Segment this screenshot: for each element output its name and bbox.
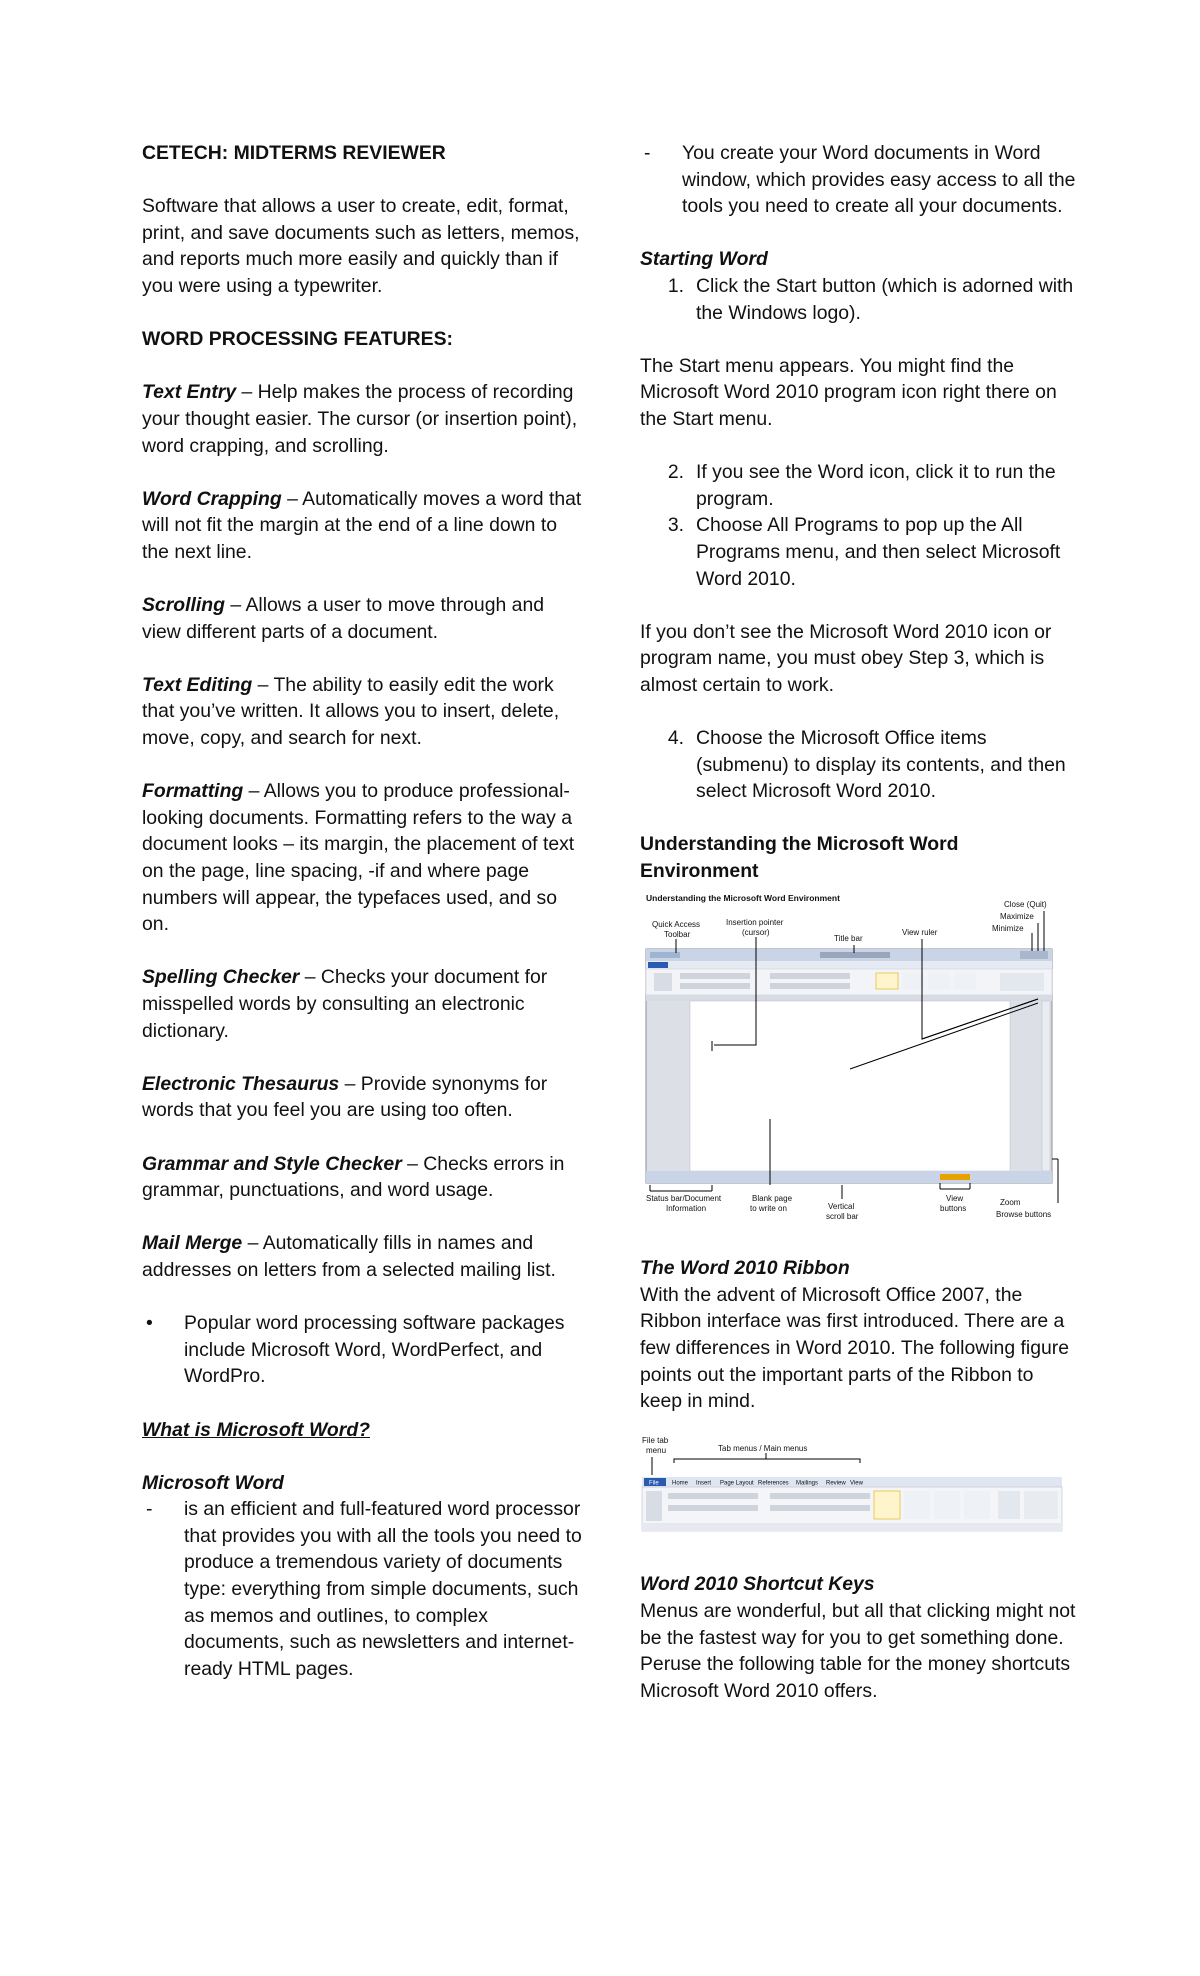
definition-text: is an efficient and full-featured word processor that provides you with all the tools you need to produce a tremendous variety of documents type: everything from simple documents, such as memos and outlines, to complex documents, such as newsletters and internet-ready HTML pages. <box>184 1498 582 1680</box>
feature-scrolling: Scrolling – Allows a user to move through and view different parts of a document. <box>142 594 545 643</box>
step-3: 3. Choose All Programs to pop up the All Programs menu, and then select Microsoft Word 2010. <box>667 514 1061 590</box>
svg-text:scroll bar: scroll bar <box>826 1211 859 1221</box>
dash-marker: - <box>146 1498 153 1521</box>
svg-text:Tab menus / Main menus: Tab menus / Main menus <box>718 1443 808 1453</box>
svg-text:Home: Home <box>672 1480 689 1487</box>
svg-text:File: File <box>649 1480 659 1487</box>
svg-text:Information: Information <box>666 1203 707 1213</box>
shortcut-heading: Word 2010 Shortcut Keys <box>640 1573 875 1596</box>
svg-text:Page Layout: Page Layout <box>720 1480 754 1487</box>
svg-text:View: View <box>946 1193 964 1203</box>
starting-word-heading: Starting Word <box>640 248 768 271</box>
svg-text:Title bar: Title bar <box>834 933 863 943</box>
left-column <box>142 140 582 1682</box>
document-title: CETECH: MIDTERMS REVIEWER <box>142 142 446 164</box>
svg-text:Vertical: Vertical <box>828 1201 855 1211</box>
popular-software-bullet <box>142 1310 582 1390</box>
svg-text:Mailings: Mailings <box>796 1480 819 1487</box>
svg-text:Close (Quit): Close (Quit) <box>1004 899 1047 909</box>
bullet-text: Popular word processing software packages include Microsoft Word, WordPerfect, and WordPro. <box>184 1312 565 1388</box>
svg-text:Blank page: Blank page <box>752 1193 793 1203</box>
right-column <box>640 140 1080 1704</box>
what-is-word-heading: What is Microsoft Word? <box>142 1418 371 1441</box>
svg-text:Insert: Insert <box>696 1480 712 1487</box>
figure-title: Understanding the Microsoft Word Environment <box>646 892 840 903</box>
word-window-text: You create your Word documents in Word window, which provides easy access to all the tools you need to create all your documents. <box>682 142 1076 218</box>
ribbon-heading: The Word 2010 Ribbon <box>640 1257 850 1280</box>
svg-text:View: View <box>850 1480 863 1487</box>
shortcut-paragraph: Menus are wonderful, but all that clicking might not be the fastest way for you to get something done. Peruse the following table for the money shortcuts Microsoft Word 2010 offers. <box>640 1599 1076 1702</box>
svg-text:Quick Access: Quick Access <box>652 919 701 929</box>
svg-text:View ruler: View ruler <box>902 927 938 937</box>
svg-text:Zoom: Zoom <box>1000 1197 1021 1207</box>
dont-see-paragraph: If you don’t see the Microsoft Word 2010 icon or program name, you must obey Step 3, which is almost certain to work. <box>640 620 1052 696</box>
feature-text-editing: Text Editing – The ability to easily edit the work that you’ve written. It allows you to insert, delete, move, copy, and search for next. <box>142 673 560 750</box>
feature-text-entry: Text Entry – Help makes the process of recording your thought easier. The cursor (or insertion point), word crapping, and scrolling. <box>142 381 578 457</box>
word-environment-figure <box>640 889 1060 1229</box>
svg-text:File tab: File tab <box>642 1435 669 1445</box>
svg-text:Status bar/Document: Status bar/Document <box>646 1193 722 1203</box>
svg-text:References: References <box>758 1480 789 1487</box>
word-window-screenshot <box>646 949 1052 1183</box>
dash-marker: - <box>644 142 651 164</box>
svg-text:Minimize: Minimize <box>992 923 1024 933</box>
features-heading: WORD PROCESSING FEATURES: <box>142 328 453 351</box>
ribbon-figure <box>640 1433 1064 1545</box>
word-window-item <box>640 140 1080 220</box>
feature-spelling-checker: Spelling Checker – Checks your document for misspelled words by consulting an electronic dictionary. <box>142 966 548 1042</box>
svg-text:Insertion pointer: Insertion pointer <box>726 917 784 927</box>
svg-text:(cursor): (cursor) <box>742 927 770 937</box>
microsoft-word-heading: Microsoft Word <box>142 1471 284 1494</box>
ribbon-paragraph: With the advent of Microsoft Office 2007, the Ribbon interface was first introduced. There are a few differences in Word 2010. The following figure points out the important parts of the Ribbon to keep in mind. <box>640 1283 1069 1413</box>
svg-text:buttons: buttons <box>940 1203 967 1213</box>
svg-text:Review: Review <box>826 1480 846 1487</box>
start-menu-paragraph: The Start menu appears. You might find the Microsoft Word 2010 program icon right there on the Start menu. <box>640 354 1057 430</box>
svg-text:Browse buttons: Browse buttons <box>996 1209 1052 1219</box>
svg-text:menu: menu <box>646 1445 667 1455</box>
svg-text:to write on: to write on <box>750 1203 787 1213</box>
feature-word-crapping: Word Crapping – Automatically moves a word that will not fit the margin at the end of a line down to the next line. <box>142 487 582 563</box>
feature-grammar-checker: Grammar and Style Checker – Checks errors in grammar, punctuations, and word usage. <box>142 1152 565 1202</box>
step-4: 4. Choose the Microsoft Office items (submenu) to display its contents, and then select Microsoft Word 2010. <box>667 727 1066 803</box>
step-2: 2. If you see the Word icon, click it to run the program. <box>667 461 1056 510</box>
svg-text:Maximize: Maximize <box>1000 911 1034 921</box>
feature-formatting: Formatting – Allows you to produce professional-looking documents. Formatting refers to the way a document looks – its margin, the placement of text on the page, line spacing, -if and where page numbers will appear, the typefaces used, and so on. <box>142 780 575 936</box>
microsoft-word-definition <box>142 1496 582 1682</box>
intro-paragraph: Software that allows a user to create, edit, format, print, and save documents such as letters, memos, and reports much more easily and quickly than if you were using a typewriter. <box>142 195 580 297</box>
svg-text:Toolbar: Toolbar <box>664 929 691 939</box>
feature-electronic-thesaurus: Electronic Thesaurus – Provide synonyms for words that you feel you are using too often. <box>142 1072 548 1122</box>
step-1: 1. Click the Start button (which is adorned with the Windows logo). <box>667 274 1074 324</box>
environment-heading: Understanding the Microsoft Word Environment <box>640 833 959 883</box>
feature-mail-merge: Mail Merge – Automatically fills in names and addresses on letters from a selected mailing list. <box>142 1232 556 1281</box>
bullet-marker: • <box>146 1312 153 1335</box>
